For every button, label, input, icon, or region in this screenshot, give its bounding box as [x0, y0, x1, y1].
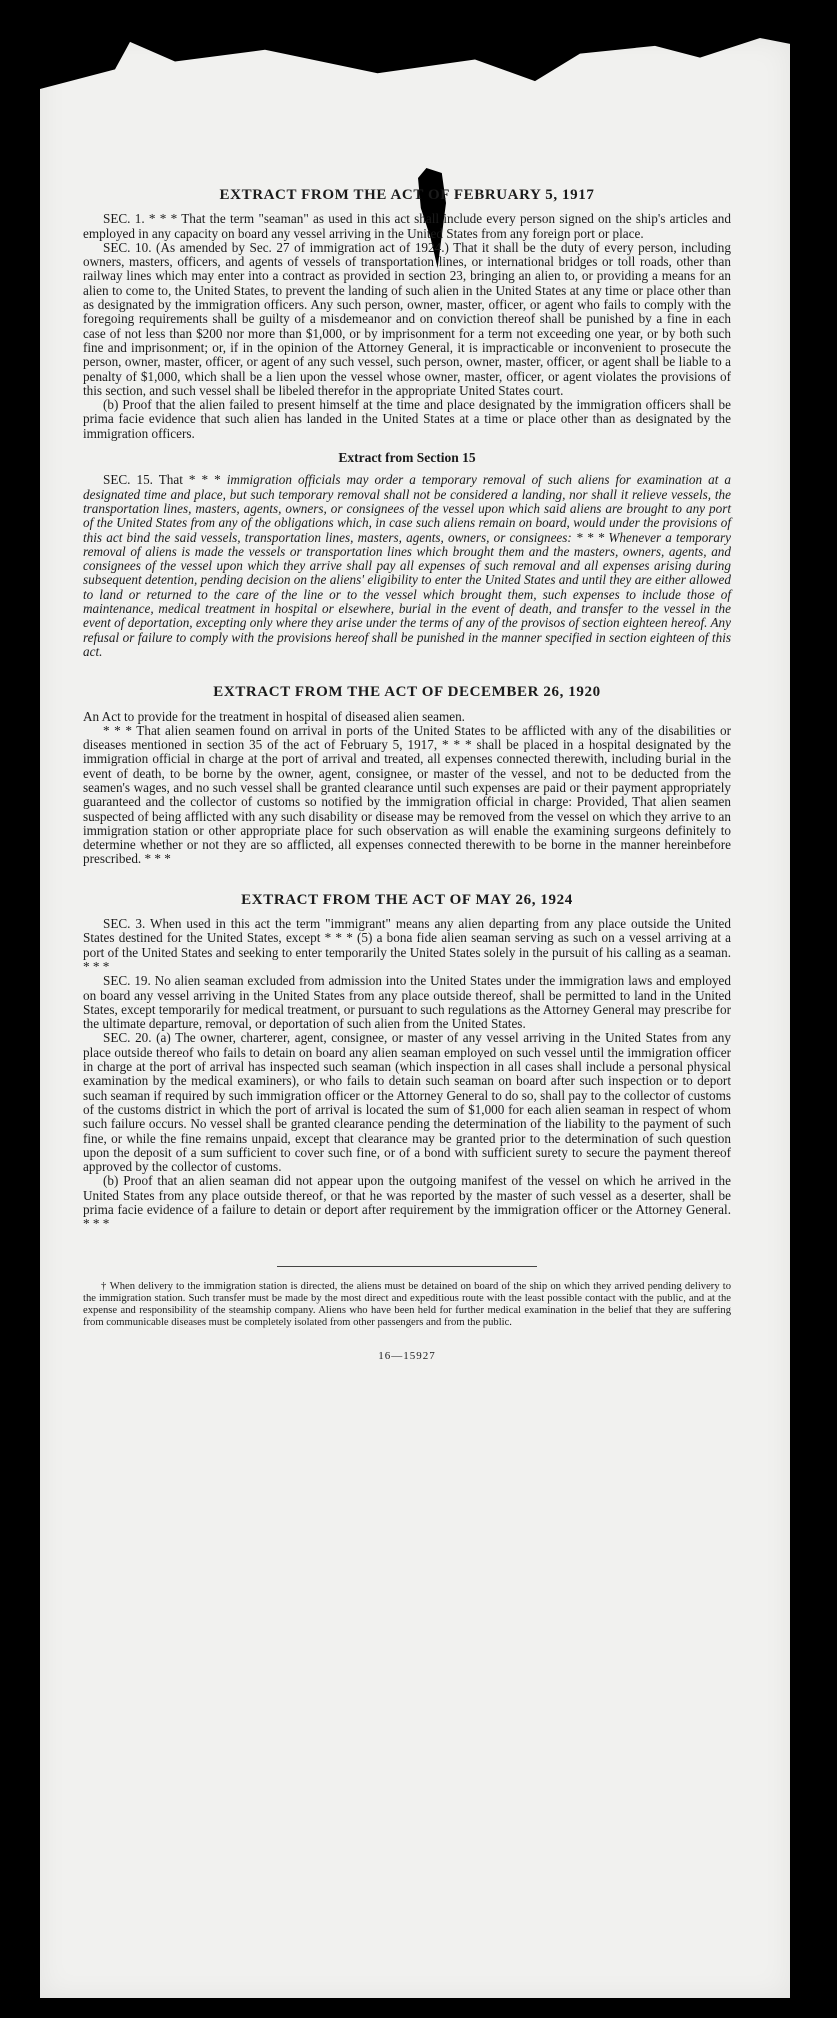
heading-act-1924: EXTRACT FROM THE ACT OF MAY 26, 1924 — [241, 891, 573, 908]
paragraph-diseased-seamen: * * * That alien seamen found on arrival in ports of the United States to be afflicted with any of the disabilities or diseases mentioned in section 35 of the act of February 5, 1917, * * * shall be placed in a hospital designated by the immigration official in charge at the port of arrival and treated, all expenses connected therewith, including burial in the event of death, to be borne by the owner, agent, consignee, or master of the vessel, and not to be deducted from the seamen's wages, and no such vessel shall be granted clearance until such expenses are paid or their payment appropriately guaranteed and the collector of customs so notified by the immigration official in charge: Provided, That alien seamen suspected of being afflicted with any such disability or disease may be removed from the vessel on which they arrive to an immigration station or other appropriate place for such observation as will enable the examining surgeons definitely to determine whether or not they are so afflicted, all expenses connected therewith to be borne in the manner hereinbefore prescribed. * * * — [83, 722, 731, 867]
heading-act-1920: EXTRACT FROM THE ACT OF DECEMBER 26, 1920 — [213, 684, 601, 701]
paragraph-sec-20a: SEC. 20. (a) The owner, charterer, agent, consignee, or master of any vessel arriving in the United States from any place outside thereof who fails to detain on board any alien seaman employed on such vessel until the immigration officer in charge at the port of arrival has inspected such seaman (which inspection in all cases shall include a personal physical examination by the medical examiners), or who fails to detain such seaman on board after such inspection or to deport such seaman if required by such immigration officer or the Attorney General to do so, shall pay to the collector of customs of the customs district in which the port of arrival is located the sum of $1,000 for each alien seaman in respect of whom such failure occurs. No vessel shall be granted clearance pending the determination of the liability to the payment of such fine, or while the fine remains unpaid, except that clearance may be granted prior to the determination of such question upon the deposit of a sum sufficient to cover such fine, or of a bond with sufficient surety to secure the payment thereof approved by the collector of customs. — [83, 1030, 731, 1175]
paragraph-sec-3: SEC. 3. When used in this act the term "immigrant" means any alien departing from any place outside the United States destined for the United States, except * * * (5) a bona fide alien seaman serving as such on a vessel arriving at a port of the United States and seeking to enter temporarily the United States solely in the pursuit of his calling as a seaman. * * * — [83, 916, 731, 974]
heading-act-1917: EXTRACT FROM THE ACT OF FEBRUARY 5, 1917 — [219, 187, 595, 203]
paragraph-act-title: An Act to provide for the treatment in hospital of diseased alien seamen. — [83, 708, 465, 724]
paragraph-sec-19: SEC. 19. No alien seaman excluded from admission into the United States under the immigration laws and employed on board any vessel arriving in the United States from any place outside thereof, shall be permitted to land in the United States, except temporarily for medical treatment, or pursuant to such regulations as the Attorney General may prescribe for the ultimate departure, removal, or deportation of such alien from the United States. — [83, 973, 731, 1032]
sec-15-lead: SEC. 15. That * * * — [103, 472, 221, 488]
paragraph-sec-1: SEC. 1. * * * That the term "seaman" as used in this act shall include every person signed on the ship's articles and employed in any capacity on board any vessel arriving in the United States from any foreign port or place. — [83, 211, 731, 241]
subheading-section-15: Extract from Section 15 — [338, 450, 476, 466]
sec-15-body: immigration officials may order a temporary removal of such aliens for examination at a designated time and place, but such temporary removal shall not be considered a landing, nor shall it relieve vessels, the transportation lines, masters, agents, owners, or consignees of the vessel upon which said aliens are brought to any port of the United States from any of the obligations which, in case such aliens remain on board, would under the provisions of this act bind the said vessels, transportation lines, masters, agents, owners, or consignees: * * * Whenever a temporary removal of aliens is made the vessels or transportation lines which brought them and the masters, owners, agents, and consignees of the vessel upon which they arrive shall pay all expenses of such removal and all expenses arising during subsequent detention, pending decision on the aliens' eligibility to enter the United States and until they are either allowed to land or returned to the care of the line or to the vessel which brought them, such expenses to include those of maintenance, medical treatment in hospital or elsewhere, burial in the event of death, and transfer to the vessel in the event of deportation, excepting only where they arise under the terms of any of the provisos of section eighteen hereof. Any refusal or failure to comply with the provisions hereof shall be punished in the manner specified in section eighteen of this act. — [83, 472, 731, 659]
paragraph-sec-10b: (b) Proof that the alien failed to present himself at the time and place designated by the immigration officers shall be prima facie evidence that such alien has landed in the United States at a time or place other than as designated by the immigration officers. — [83, 397, 731, 441]
document-body — [83, 150, 731, 1363]
footnote: † When delivery to the immigration station is directed, the aliens must be detained on board of the ship on which they arrived pending delivery to the immigration station. Such transfer must be made by the most direct and expeditious route with the least possible contact with the public, and at the expense and responsibility of the steamship company. Aliens who have been held for further medical examination in the belief that they are suffering from communicable diseases must be completely isolated from other passengers and from the public. — [83, 1280, 731, 1328]
paragraph-sec-10: SEC. 10. (As amended by Sec. 27 of immigration act of 1924.) That it shall be the duty of every person, including owners, masters, officers, and agents of vessels of transportation lines, or international bridges or toll roads, other than railway lines which may enter into a contract as provided in section 23, bringing an alien to, or providing a means for an alien to come to, the United States, to prevent the landing of such alien in the United States at any time or place other than as designated by the immigration officers. Any such person, owner, master, officer, or agent who fails to comply with the foregoing requirements shall be guilty of a misdemeanor and on conviction thereof shall be punished by a fine in each case of not less than $200 nor more than $1,000, or by imprisonment for a term not exceeding one year, or by both such fine and imprisonment; or, if in the opinion of the Attorney General, it is impracticable or inconvenient to prosecute the person, owner, master, officer, or agent of any such vessel, such person, owner, master, officer, or agent shall be liable to a penalty of $1,000, which shall be a lien upon the vessel whose owner, master, officer, or agent violates the provisions of this section, and such vessel shall be libeled therefor in the appropriate United States court. — [83, 239, 731, 398]
paragraph-sec-20b: (b) Proof that an alien seaman did not appear upon the outgoing manifest of the vessel on which he arrived in the United States from any place outside thereof, or that he was reported by the master of such vessel as a deserter, shall be prima facie evidence of a failure to detain or deport after requirement by the immigration officer or the Attorney General. * * * — [83, 1173, 731, 1232]
paragraph-sec-15 — [83, 473, 731, 659]
document-number: 16—15927 — [378, 1349, 436, 1362]
footnote-divider — [277, 1266, 537, 1267]
